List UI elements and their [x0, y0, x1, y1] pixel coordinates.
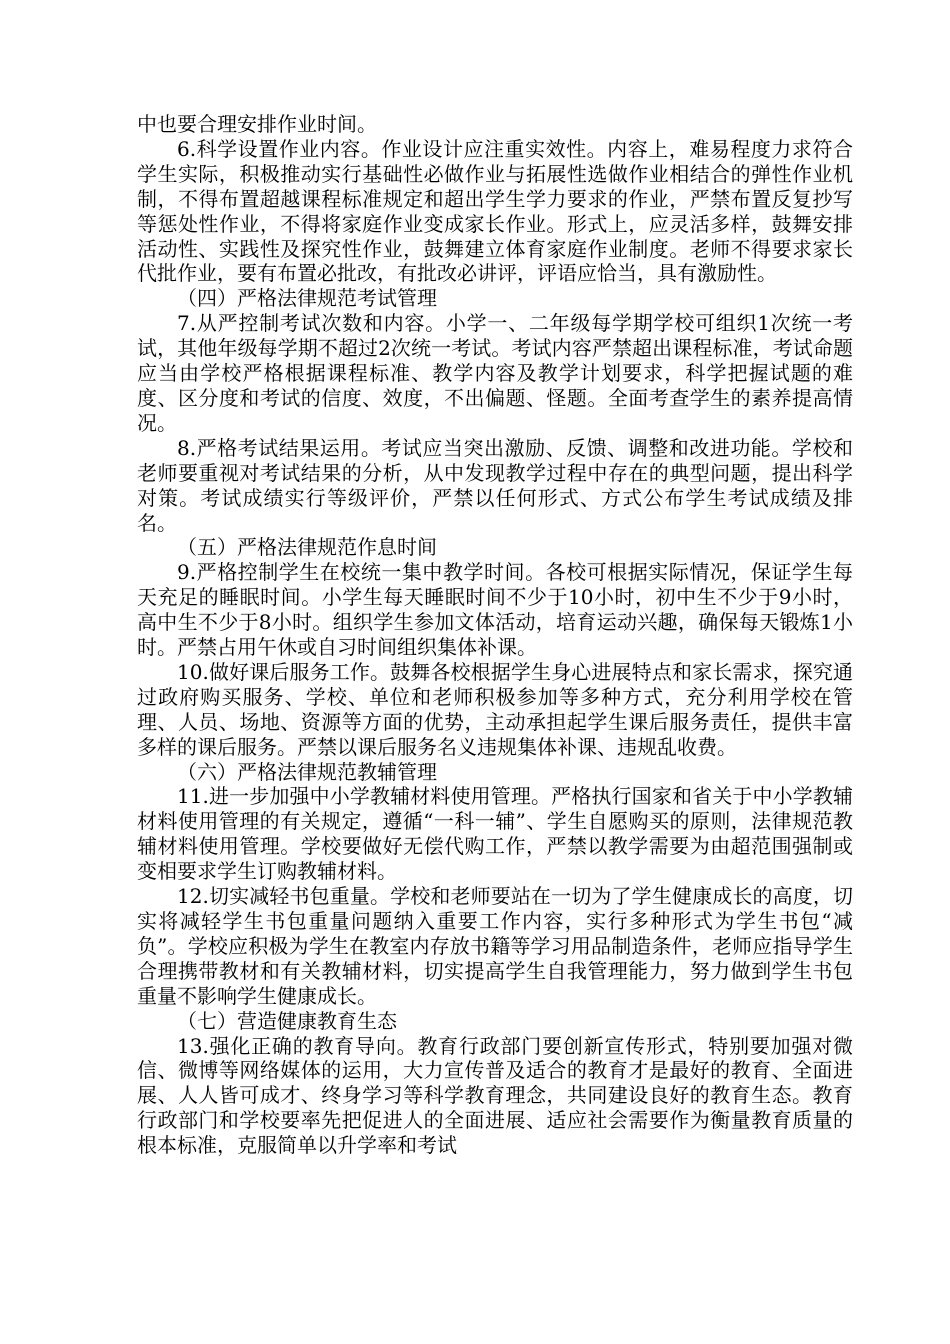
paragraph-item-12: 12.切实减轻书包重量。学校和老师要站在一切为了学生健康成长的高度，切实将减轻学生书包重量问题纳入重要工作内容，实行多种形式为学生书包“减负”。学校应积极为学生在教室内存放书籍等学习用品制造条件，老师应指导学生合理携带教材和有关教辅材料，切实提高学生自我管理能力，努力做到学生书包重量不影响学生健康成长。 — [137, 884, 853, 1008]
paragraph-continuation: 中也要合理安排作业时间。 — [137, 112, 377, 136]
paragraph-item-9: 9.严格控制学生在校统一集中教学时间。各校可根据实际情况，保证学生每天充足的睡眠时间。小学生每天睡眠时间不少于10小时，初中生不少于9小时，高中生不少于8小时。组织学生参加文体活动，培育运动兴趣，确保每天锻炼1小时。严禁占用午休或自习时间组织集体补课。 — [137, 560, 853, 660]
paragraph-item-11: 11.进一步加强中小学教辅材料使用管理。严格执行国家和省关于中小学教辅材料使用管理的有关规定，遵循“一科一辅”、学生自愿购买的原则，法律规范教辅材料使用管理。学校要做好无偿代购工作，严禁以教学需要为由超范围强制或变相要求学生订购教辅材料。 — [137, 784, 853, 884]
paragraph-item-10: 10.做好课后服务工作。鼓舞各校根据学生身心进展特点和家长需求，探究通过政府购买服务、学校、单位和老师积极参加等多种方式，充分利用学校在管理、人员、场地、资源等方面的优势，主动承担起学生课后服务责任，提供丰富多样的课后服务。严禁以课后服务名义违规集体补课、违规乱收费。 — [137, 659, 853, 759]
paragraph-item-6: 6.科学设置作业内容。作业设计应注重实效性。内容上，难易程度力求符合学生实际，积极推动实行基础性必做作业与拓展性选做作业相结合的弹性作业机制，不得布置超越课程标准规定和超出学生学力要求的作业，严禁布置反复抄写等惩处性作业，不得将家庭作业变成家长作业。形式上，应灵活多样，鼓舞安排活动性、实践性及探究性作业，鼓舞建立体育家庭作业制度。老师不得要求家长代批作业，要有布置必批改，有批改必讲评，评语应恰当，具有激励性。 — [137, 136, 853, 286]
paragraph-item-13: 13.强化正确的教育导向。教育行政部门要创新宣传形式，特别要加强对微信、微博等网络媒体的运用，大力宣传普及适合的教育才是最好的教育、全面进展、人人皆可成才、终身学习等科学教育理念，共同建设良好的教育生态。教育行政部门和学校要率先把促进人的全面进展、适应社会需要作为衡量教育质量的根本标准，克服简单以升学率和考试 — [137, 1033, 853, 1158]
paragraph-item-8: 8.严格考试结果运用。考试应当突出激励、反馈、调整和改进功能。学校和老师要重视对考试结果的分析，从中发现教学过程中存在的典型问题，提出科学对策。考试成绩实行等级评价，严禁以任何形式、方式公布学生考试成绩及排名。 — [137, 435, 853, 535]
document-page — [137, 112, 853, 1158]
section-heading-4: （四）严格法律规范考试管理 — [177, 286, 437, 311]
section-heading-5: （五）严格法律规范作息时间 — [177, 535, 437, 560]
section-heading-6: （六）严格法律规范教辅管理 — [177, 759, 437, 784]
paragraph-item-7: 7.从严控制考试次数和内容。小学一、二年级每学期学校可组织1次统一考试，其他年级每学期不超过2次统一考试。考试内容严禁超出课程标准，考试命题应当由学校严格根据课程标准、教学内容及教学计划要求，科学把握试题的难度、区分度和考试的信度、效度，不出偏题、怪题。全面考查学生的素养提高情况。 — [137, 311, 853, 435]
section-heading-7: （七）营造健康教育生态 — [177, 1008, 397, 1033]
